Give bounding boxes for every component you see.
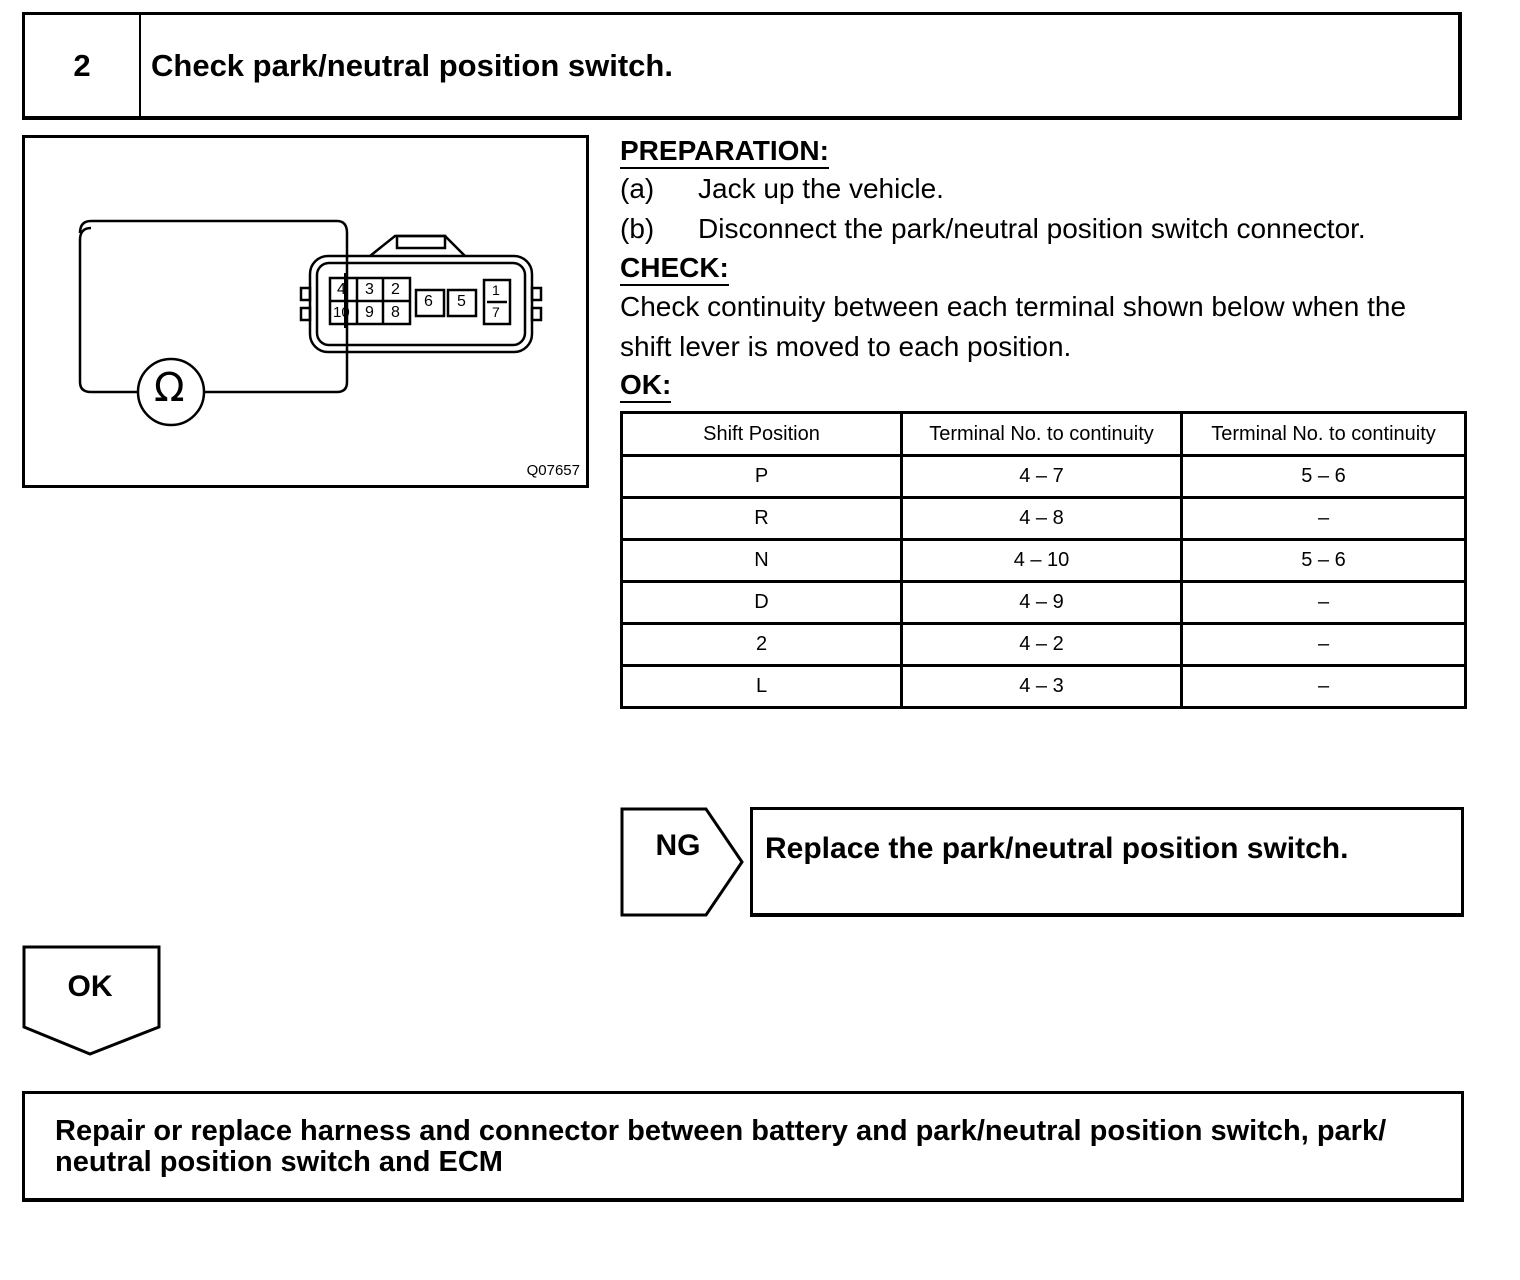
- cell-terminal-1: 4 – 7: [902, 456, 1182, 498]
- cell-terminal-2: –: [1182, 624, 1466, 666]
- cell-shift-position: R: [622, 498, 902, 540]
- cell-shift-position: 2: [622, 624, 902, 666]
- connector-lock-slot: [397, 236, 445, 248]
- cell-terminal-1: 4 – 9: [902, 582, 1182, 624]
- preparation-item-a-label: (a): [620, 173, 655, 204]
- ok-arrow: [22, 945, 162, 1057]
- cell-terminal-2: 5 – 6: [1182, 456, 1466, 498]
- terminal-label-10: 10: [333, 304, 350, 321]
- connector-lock-tab: [370, 236, 465, 256]
- cell-shift-position: D: [622, 582, 902, 624]
- ok-action-text: [55, 1116, 1386, 1178]
- terminal-label-3: 3: [365, 281, 374, 298]
- table-row: [622, 456, 1466, 498]
- preparation-item-a: [620, 173, 944, 205]
- preparation-item-b-text: Disconnect the park/neutral position switch connector.: [698, 213, 1366, 244]
- cell-terminal-1: 4 – 8: [902, 498, 1182, 540]
- table-row: [622, 498, 1466, 540]
- table-header-row: [622, 413, 1466, 456]
- connector-side-tab-right-1: [532, 288, 541, 300]
- ok-action-line-2: neutral position switch and ECM: [55, 1146, 503, 1178]
- step-title: Check park/neutral position switch.: [151, 47, 673, 83]
- ng-action-text: Replace the park/neutral position switch.: [765, 832, 1349, 865]
- cell-terminal-2: –: [1182, 582, 1466, 624]
- cell-shift-position: N: [622, 540, 902, 582]
- terminal-label-2: 2: [391, 281, 400, 298]
- ohm-symbol: Ω: [154, 365, 185, 411]
- cell-shift-position: P: [622, 456, 902, 498]
- cell-terminal-1: 4 – 10: [902, 540, 1182, 582]
- terminal-label-9: 9: [365, 304, 374, 321]
- terminal-label-5: 5: [457, 293, 466, 310]
- circuit-wire-top: [80, 221, 347, 392]
- check-line-1: Check continuity between each terminal shown below when the: [620, 291, 1407, 322]
- preparation-heading: PREPARATION:: [620, 136, 829, 169]
- circuit-wire-left: [80, 228, 137, 392]
- table-row: [622, 582, 1466, 624]
- ng-action-box: [750, 807, 1464, 917]
- preparation-item-a-text: Jack up the vehicle.: [698, 173, 944, 204]
- connector-drawing: [25, 138, 586, 485]
- terminal-label-8: 8: [391, 304, 400, 321]
- terminal-label-7: 7: [492, 304, 500, 320]
- column-header-terminal-1: Terminal No. to continuity: [902, 413, 1182, 456]
- column-header-shift-position: Shift Position: [622, 413, 902, 456]
- terminal-label-1: 1: [492, 282, 500, 298]
- cell-terminal-1: 4 – 2: [902, 624, 1182, 666]
- connector-side-tab-right-2: [532, 308, 541, 320]
- ng-arrow: [620, 807, 745, 917]
- preparation-item-b-label: (b): [620, 213, 655, 244]
- table-row: [622, 624, 1466, 666]
- figure-code: Q07657: [526, 462, 580, 479]
- cell-shift-position: L: [622, 666, 902, 708]
- table-row: [622, 540, 1466, 582]
- connector-diagram: [22, 135, 589, 488]
- continuity-table: [620, 411, 1467, 709]
- preparation-item-b: [620, 213, 1366, 245]
- ng-label: NG: [655, 829, 701, 862]
- cell-terminal-2: 5 – 6: [1182, 540, 1466, 582]
- cell-terminal-2: –: [1182, 666, 1466, 708]
- check-line-2: shift lever is moved to each position.: [620, 331, 1072, 362]
- cell-terminal-1: 4 – 3: [902, 666, 1182, 708]
- cell-terminal-2: –: [1182, 498, 1466, 540]
- terminal-label-4: 4: [337, 281, 346, 298]
- step-header: [22, 12, 1462, 120]
- ok-action-box: [22, 1091, 1464, 1202]
- terminal-label-6: 6: [424, 293, 433, 310]
- check-heading: CHECK:: [620, 253, 729, 286]
- ok-action-line-1: Repair or replace harness and connector between battery and park/neutral position switch, park/: [55, 1115, 1387, 1147]
- connector-side-tab-left-1: [301, 288, 310, 300]
- step-number: 2: [25, 15, 141, 116]
- column-header-terminal-2: Terminal No. to continuity: [1182, 413, 1466, 456]
- table-row: [622, 666, 1466, 708]
- ok-heading: OK:: [620, 370, 671, 403]
- connector-side-tab-left-2: [301, 308, 310, 320]
- ok-label: OK: [67, 970, 113, 1003]
